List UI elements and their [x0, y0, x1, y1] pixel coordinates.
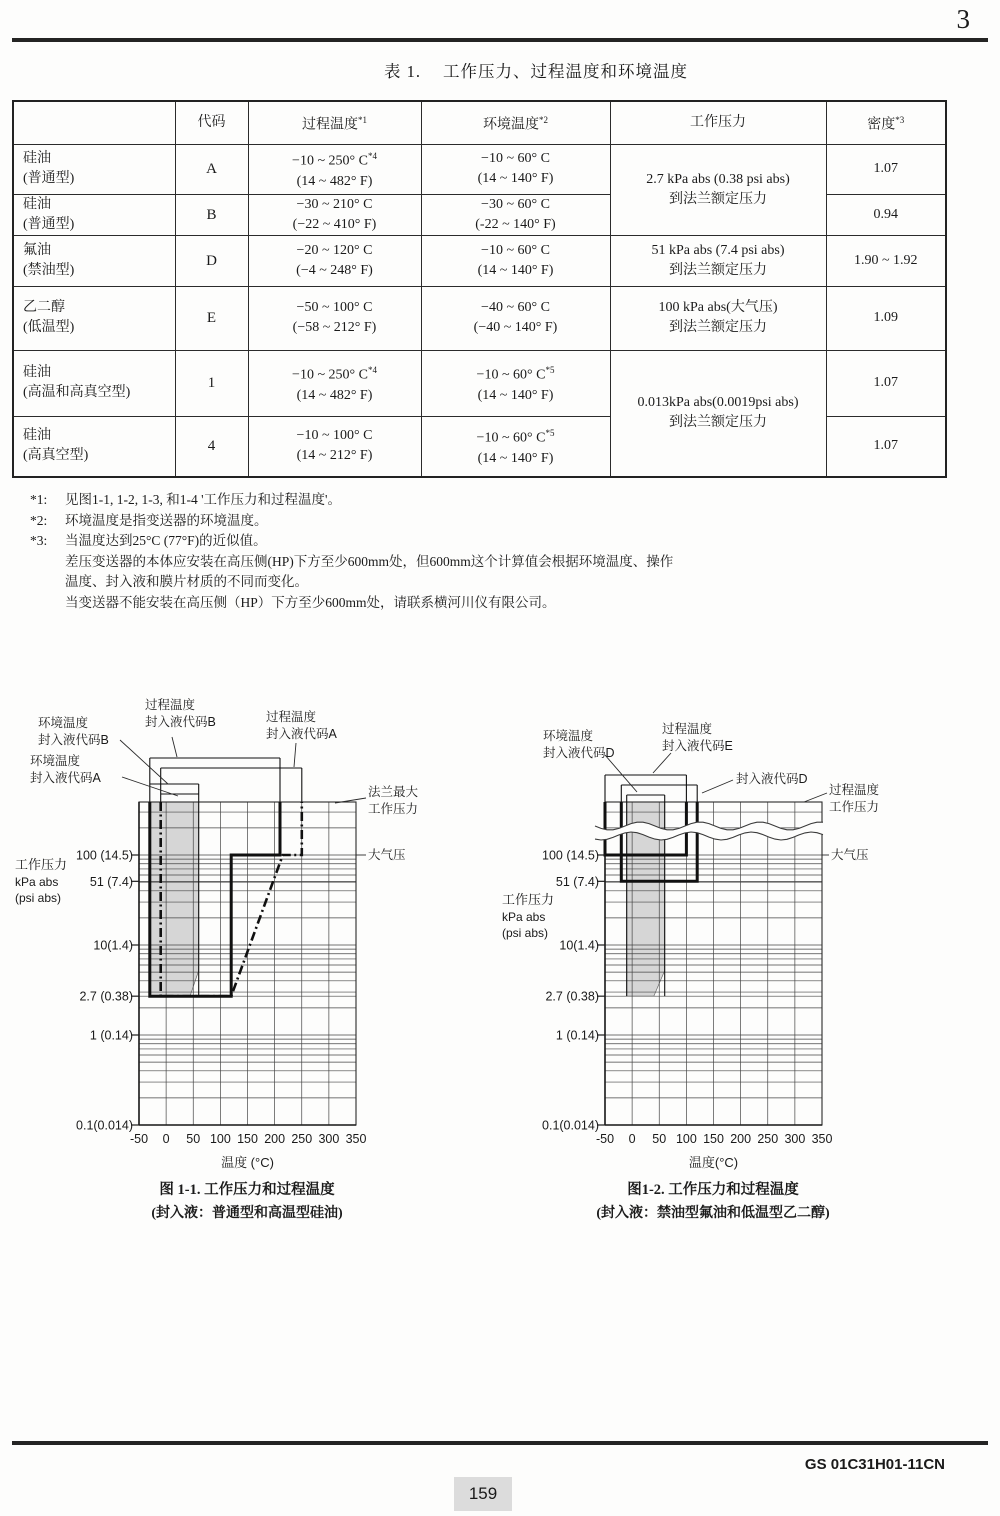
callout-labels: [543, 721, 880, 862]
y-tick-label: 2.7 (0.38): [545, 989, 599, 1004]
ambient-temp-cell: −10 ~ 60° $C^{*5}$ (14 ~ 140° F): [421, 350, 610, 416]
density-cell: 1.07: [826, 416, 946, 477]
fluid-name-cell: 乙二醇 (低温型): [13, 286, 175, 350]
figure-title: 图 1-1. 工作压力和过程温度: [159, 1182, 335, 1198]
page-number: 3: [956, 4, 970, 34]
y-axis-title: (psi abs): [502, 926, 549, 940]
chart-callout: 过程温度封入液代码A: [266, 710, 337, 741]
x-tick-label: 200: [264, 1132, 286, 1146]
y-axis-title: 工作压力: [15, 857, 68, 872]
ambient-temp-cell: −10 ~ 60° $C^{*5}$ (14 ~ 140° F): [421, 416, 610, 477]
figure-subtitle: (封入液：禁油型氟油和低温型乙二醇): [596, 1206, 830, 1221]
x-tick-label: 0: [162, 1132, 170, 1146]
y-tick-label: 51 (7.4): [89, 874, 133, 889]
footnote-ref: *5: [545, 428, 555, 439]
table-row: [13, 286, 946, 350]
figure-1-2: [490, 680, 970, 1240]
fluid-name-cell: 硅油 (高温和高真空型): [13, 350, 175, 416]
code-cell: 1: [175, 350, 248, 416]
ambient-temp-cell: −10 ~ 60° C (14 ~ 140° F): [421, 144, 610, 194]
axis-labels: [502, 849, 832, 1171]
table-row: [13, 144, 946, 194]
fluid-name-cell: 硅油 (普通型): [13, 144, 175, 194]
x-tick-label: 250: [757, 1132, 779, 1146]
footnote-ref: *1: [358, 114, 367, 125]
figure-1-1: [0, 680, 480, 1240]
x-axis-title: 温度(°C): [688, 1155, 739, 1170]
footnote-line: *2: 环境温度是指变送器的环境温度。: [30, 512, 268, 528]
footnote-ref: *4: [367, 365, 377, 376]
process-temp-cell: −10 ~ 250° $C^{*4}$ (14 ~ 482° F): [248, 144, 421, 194]
y-axis-title: kPa abs: [502, 910, 546, 924]
y-axis-title: (psi abs): [15, 891, 62, 905]
x-tick-label: 0: [628, 1132, 636, 1146]
y-tick-label: 100 (14.5): [542, 848, 599, 863]
density-cell: 1.07: [826, 350, 946, 416]
x-tick-label: 150: [237, 1132, 258, 1146]
spec-table: [12, 100, 947, 478]
code-cell: 4: [175, 416, 248, 477]
footnote-line: 差压变送器的本体应安装在高压侧(HP)下方至少600mm处，但600mm这个计算值会根据环境温度、操作: [65, 553, 674, 569]
process-temp-cell: −10 ~ 100° C (14 ~ 212° F): [248, 416, 421, 477]
column-header: 代码: [175, 101, 248, 144]
fluid-name-cell: 氟油 (禁油型): [13, 235, 175, 286]
y-tick-label: 0.1(0.014): [76, 1118, 133, 1133]
chart-callout: 大气压: [368, 848, 406, 862]
y-tick-label: 10(1.4): [559, 938, 599, 953]
table-row: [13, 350, 946, 416]
density-cell: 1.90 ~ 1.92: [826, 235, 946, 286]
x-tick-label: 300: [784, 1132, 806, 1146]
working-pressure-cell: 2.7 kPa abs (0.38 psi abs) 到法兰额定压力: [610, 144, 826, 235]
x-tick-label: -50: [595, 1132, 615, 1146]
callout-labels: [30, 697, 419, 862]
code-cell: B: [175, 194, 248, 235]
table-row: [13, 235, 946, 286]
figure-1-2-container: [490, 680, 970, 1240]
y-tick-label: 10(1.4): [93, 938, 133, 953]
ambient-temp-cell: −30 ~ 60° C (-22 ~ 140° F): [421, 194, 610, 235]
x-tick-label: 200: [730, 1132, 752, 1146]
footnote-ref: *2: [539, 114, 548, 125]
x-tick-label: 150: [703, 1132, 724, 1146]
table-title-prefix: 表 1.: [384, 62, 421, 81]
chart-callout: 环境温度封入液代码D: [543, 729, 615, 760]
table-title-text: 工作压力、过程温度和环境温度: [443, 62, 688, 81]
column-header: [13, 101, 175, 144]
table-title: [136, 58, 936, 82]
page-footer-label: 159: [454, 1477, 512, 1511]
x-tick-label: 250: [291, 1132, 313, 1146]
chart-callout: 大气压: [831, 848, 869, 862]
y-tick-label: 1 (0.14): [89, 1028, 133, 1043]
y-tick-label: 100 (14.5): [76, 848, 133, 863]
footnote-line: *1: 见图1-1, 1-2, 1-3, 和1-4 '工作压力和过程温度'。: [30, 492, 341, 507]
x-tick-label: 100: [675, 1132, 697, 1146]
figure-caption: [151, 1180, 343, 1221]
code-cell: A: [175, 144, 248, 194]
footnote-line: 温度、封入液和膜片材质的不同而变化。: [65, 574, 308, 589]
process-temp-cell: −30 ~ 210° C (−22 ~ 410° F): [248, 194, 421, 235]
fluid-name-cell: 硅油 (普通型): [13, 194, 175, 235]
working-pressure-cell: 100 kPa abs(大气压) 到法兰额定压力: [610, 286, 826, 350]
code-cell: E: [175, 286, 248, 350]
chart-callout: 过程温度封入液代码B: [145, 698, 216, 729]
footnote-line: *3: 当温度达到25°C (77°F)的近似值。: [30, 533, 267, 548]
footnote-ref: *4: [367, 151, 377, 162]
process-temp-cell: −50 ~ 100° C (−58 ~ 212° F): [248, 286, 421, 350]
y-tick-label: 1 (0.14): [555, 1028, 599, 1043]
footnotes: [30, 490, 970, 613]
y-tick-label: 51 (7.4): [555, 874, 599, 889]
y-axis-title: kPa abs: [15, 875, 59, 889]
x-tick-label: 50: [652, 1132, 667, 1146]
y-tick-label: 2.7 (0.38): [79, 989, 133, 1004]
x-tick-label: 50: [186, 1132, 201, 1146]
y-axis-title: 工作压力: [502, 892, 555, 907]
x-axis-title: 温度 (°C): [221, 1155, 274, 1170]
code-cell: D: [175, 235, 248, 286]
density-cell: 0.94: [826, 194, 946, 235]
shaded-ambient-region: [150, 802, 199, 996]
footnote-line: 当变送器不能安装在高压侧（HP）下方至少600mm处，请联系横河川仪有限公司。: [65, 594, 556, 610]
spec-table-container: [12, 100, 947, 478]
document-number: GS 01C31H01-11CN: [804, 1456, 945, 1473]
chart-callout: 环境温度封入液代码B: [38, 716, 109, 747]
figure-title: 图1-2. 工作压力和过程温度: [627, 1182, 799, 1198]
y-tick-label: 0.1(0.014): [542, 1118, 599, 1133]
column-header: 工作压力: [610, 101, 826, 144]
column-header: 过程温度$^{*1}$: [248, 101, 421, 144]
figure-subtitle: (封入液：普通型和高温型硅油): [151, 1206, 343, 1221]
header-rule: [12, 38, 988, 42]
column-header: 环境温度$^{*2}$: [421, 101, 610, 144]
process-temp-cell: −10 ~ 250° $C^{*4}$ (14 ~ 482° F): [248, 350, 421, 416]
chart-callout: 过程温度封入液代码E: [662, 722, 733, 753]
column-header: 密度$^{*3}$: [826, 101, 946, 144]
footnote-ref: *3: [895, 114, 905, 125]
figure-caption: [596, 1180, 830, 1221]
x-tick-label: -50: [129, 1132, 149, 1146]
chart-callout: 封入液代码D: [736, 772, 808, 786]
ambient-temp-cell: −40 ~ 60° C (−40 ~ 140° F): [421, 286, 610, 350]
fluid-name-cell: 硅油 (高真空型): [13, 416, 175, 477]
x-tick-label: 300: [318, 1132, 340, 1146]
footnote-ref: *5: [545, 365, 555, 376]
ambient-temp-cell: −10 ~ 60° C (14 ~ 140° F): [421, 235, 610, 286]
chart-callout: 过程温度工作压力: [829, 783, 880, 814]
x-tick-label: 350: [811, 1132, 833, 1146]
density-cell: 1.07: [826, 144, 946, 194]
x-tick-label: 100: [209, 1132, 231, 1146]
x-tick-label: 350: [345, 1132, 367, 1146]
footer-rule: [12, 1441, 988, 1445]
density-cell: 1.09: [826, 286, 946, 350]
figure-1-1-container: [0, 680, 480, 1240]
working-pressure-cell: 0.013kPa abs(0.0019psi abs) 到法兰额定压力: [610, 350, 826, 477]
process-temp-cell: −20 ~ 120° C (−4 ~ 248° F): [248, 235, 421, 286]
working-pressure-cell: 51 kPa abs (7.4 psi abs) 到法兰额定压力: [610, 235, 826, 286]
chart-callout: 法兰最大工作压力: [368, 785, 419, 816]
chart-callout: 环境温度封入液代码A: [30, 754, 101, 785]
